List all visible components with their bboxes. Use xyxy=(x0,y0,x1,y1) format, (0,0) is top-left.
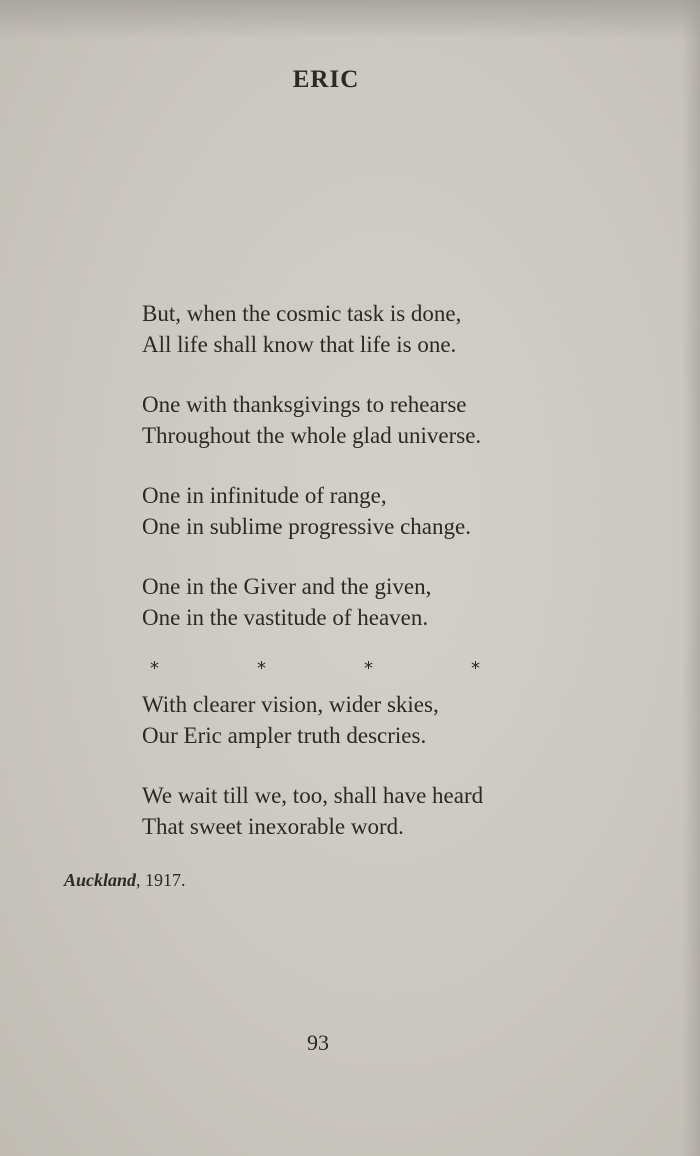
asterisk-separator xyxy=(150,657,480,681)
place-name: Auckland xyxy=(64,870,137,890)
poem-line: But, when the cosmic task is done, xyxy=(142,301,462,326)
asterisk: * xyxy=(257,658,266,679)
poem-line: With clearer vision, wider skies, xyxy=(142,692,439,717)
poem-body xyxy=(142,298,622,871)
poem-line: Throughout the whole glad universe. xyxy=(142,423,482,448)
poem-line: One in the vastitude of heaven. xyxy=(142,605,429,630)
stanza-5 xyxy=(142,689,622,751)
stanza-1 xyxy=(142,298,622,360)
asterisk: * xyxy=(471,658,480,679)
poem-line: We wait till we, too, shall have heard xyxy=(142,783,484,808)
date: , 1917. xyxy=(136,870,186,890)
poem-line: That sweet inexorable word. xyxy=(142,814,404,839)
poem-title: ERIC xyxy=(292,66,360,93)
page-number: 93 xyxy=(307,1030,329,1055)
stanza-4 xyxy=(142,571,622,633)
poem-line: One in the Giver and the given, xyxy=(142,574,432,599)
page-edge-shadow xyxy=(682,0,700,1156)
asterisk: * xyxy=(364,658,373,679)
asterisk: * xyxy=(150,658,159,679)
place-date-signature xyxy=(64,870,186,891)
page-top-shadow xyxy=(0,0,700,40)
poem-line: All life shall know that life is one. xyxy=(142,332,457,357)
poem-line: Our Eric ampler truth descries. xyxy=(142,723,427,748)
poem-line: One in sublime progressive change. xyxy=(142,514,471,539)
stanza-2 xyxy=(142,389,622,451)
poem-line: One in infinitude of range, xyxy=(142,483,387,508)
stanza-6 xyxy=(142,780,622,842)
stanza-3 xyxy=(142,480,622,542)
poem-line: One with thanksgivings to rehearse xyxy=(142,392,467,417)
